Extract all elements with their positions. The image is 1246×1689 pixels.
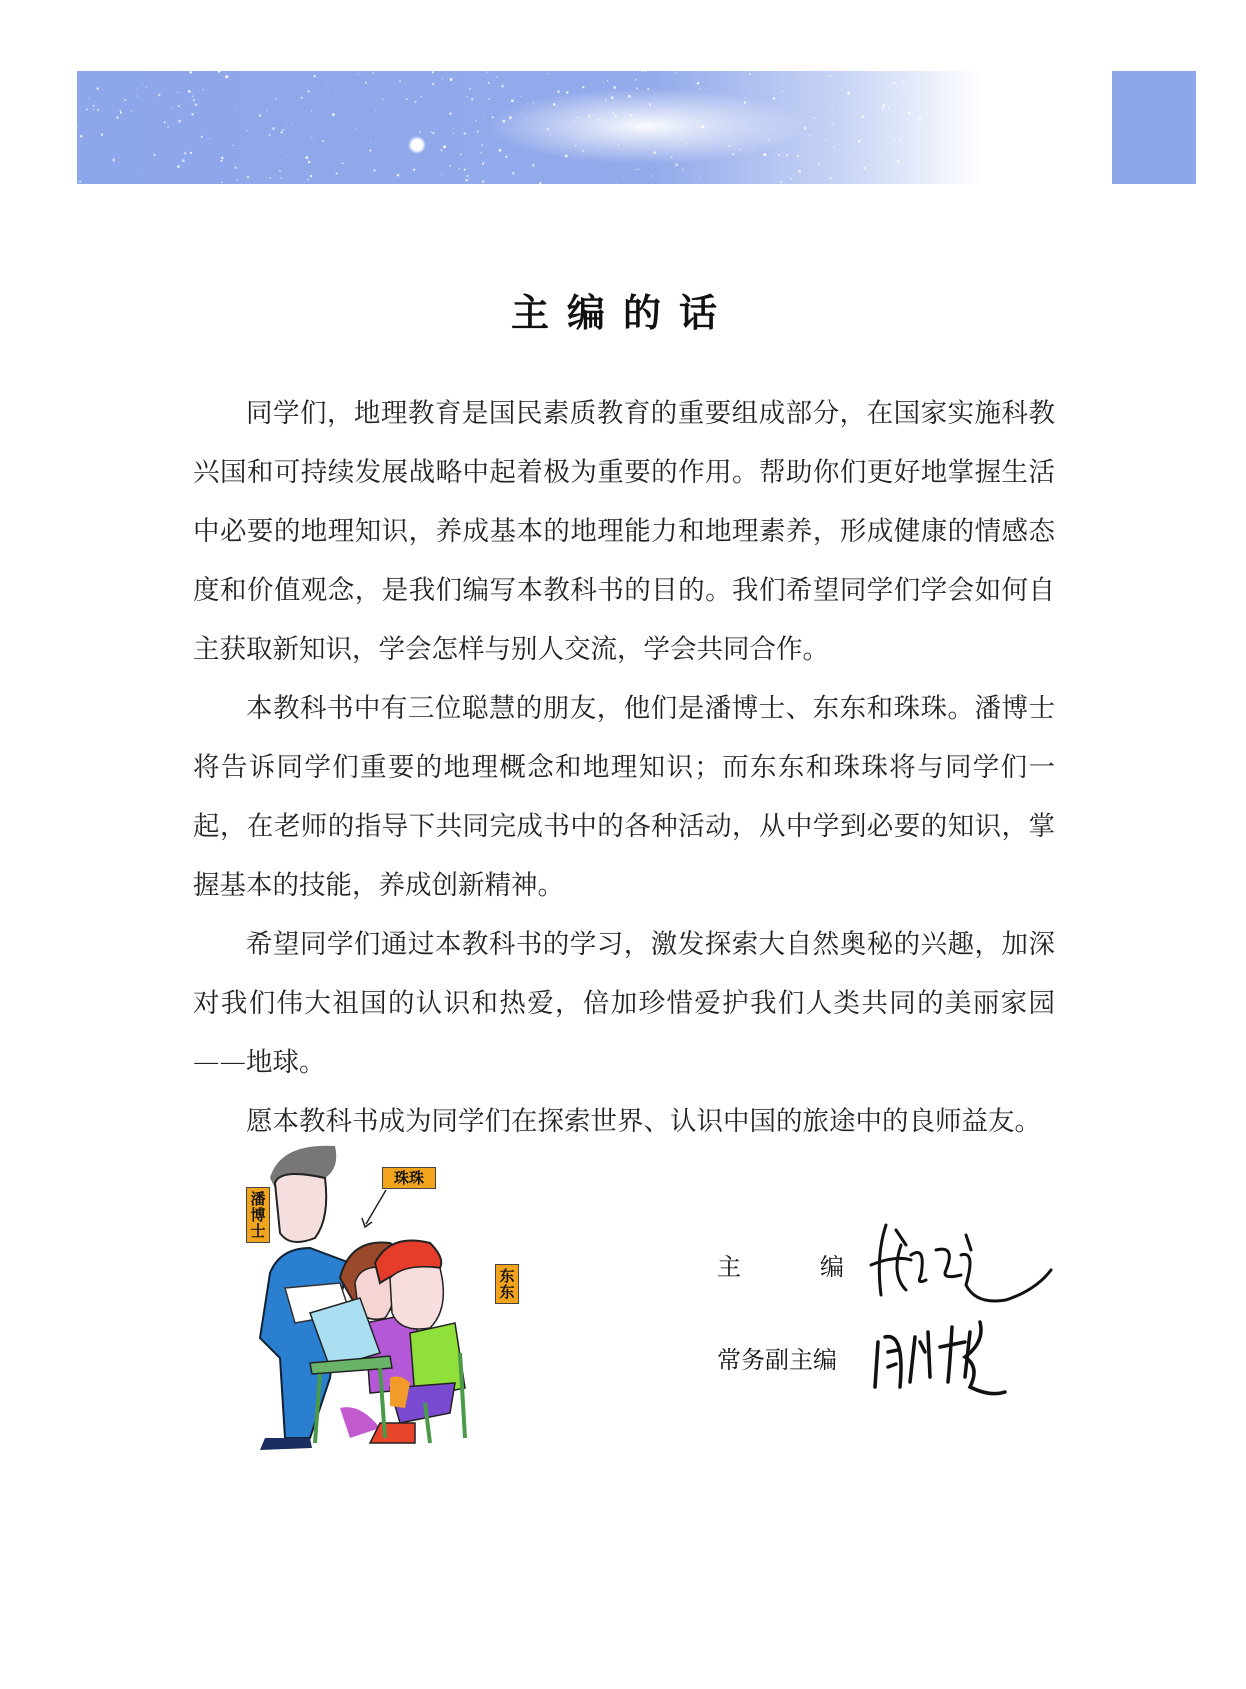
label-zhuzhu: 珠珠 (382, 1167, 436, 1189)
header-banner-galaxy (77, 71, 1032, 184)
paragraph: 希望同学们通过本教科书的学习，激发探索大自然奥秘的兴趣，加深对我们伟大祖国的认识和热爱，倍加珍惜爱护我们人类共同的美丽家园——地球。 (193, 929, 1055, 1078)
arrow-icon (360, 1190, 390, 1230)
paragraph: 愿本教科书成为同学们在探索世界、认识中国的旅途中的良师益友。 (246, 1106, 1041, 1137)
label-dongdong: 东东 (495, 1264, 519, 1304)
stars-decoration (77, 71, 1032, 184)
chief-editor-label-b: 编 (820, 1253, 844, 1281)
chief-editor-label-a: 主 (717, 1253, 741, 1281)
chief-editor-signature (866, 1215, 1056, 1305)
executive-deputy-editor-signature (870, 1312, 1020, 1407)
paragraph: 同学们，地理教育是国民素质教育的重要组成部分，在国家实施科教兴国和可持续发展战略中起着极为重要的作用。帮助你们更好地掌握生活中必要的地理知识，养成基本的地理能力和地理素养，形成健康的情感态度和价值观念，是我们编写本教科书的目的。我们希望同学们学会如何自主获取新知识，学会怎样与别人交流，学会共同合作。 (193, 398, 1055, 665)
label-dr-pan: 潘博士 (246, 1187, 270, 1243)
body-text (193, 384, 1055, 1151)
page-title: 主编的话 (510, 290, 735, 335)
paragraph: 本教科书中有三位聪慧的朋友，他们是潘博士、东东和珠珠。潘博士将告诉同学们重要的地理概念和地理知识；而东东和珠珠将与同学们一起，在老师的指导下共同完成书中的各种活动，从中学到必要的知识，掌握基本的技能，养成创新精神。 (193, 693, 1055, 901)
header-blue-square (1112, 71, 1196, 184)
executive-deputy-editor-label: 常务副主编 (717, 1346, 837, 1374)
characters-illustration (240, 1138, 530, 1453)
